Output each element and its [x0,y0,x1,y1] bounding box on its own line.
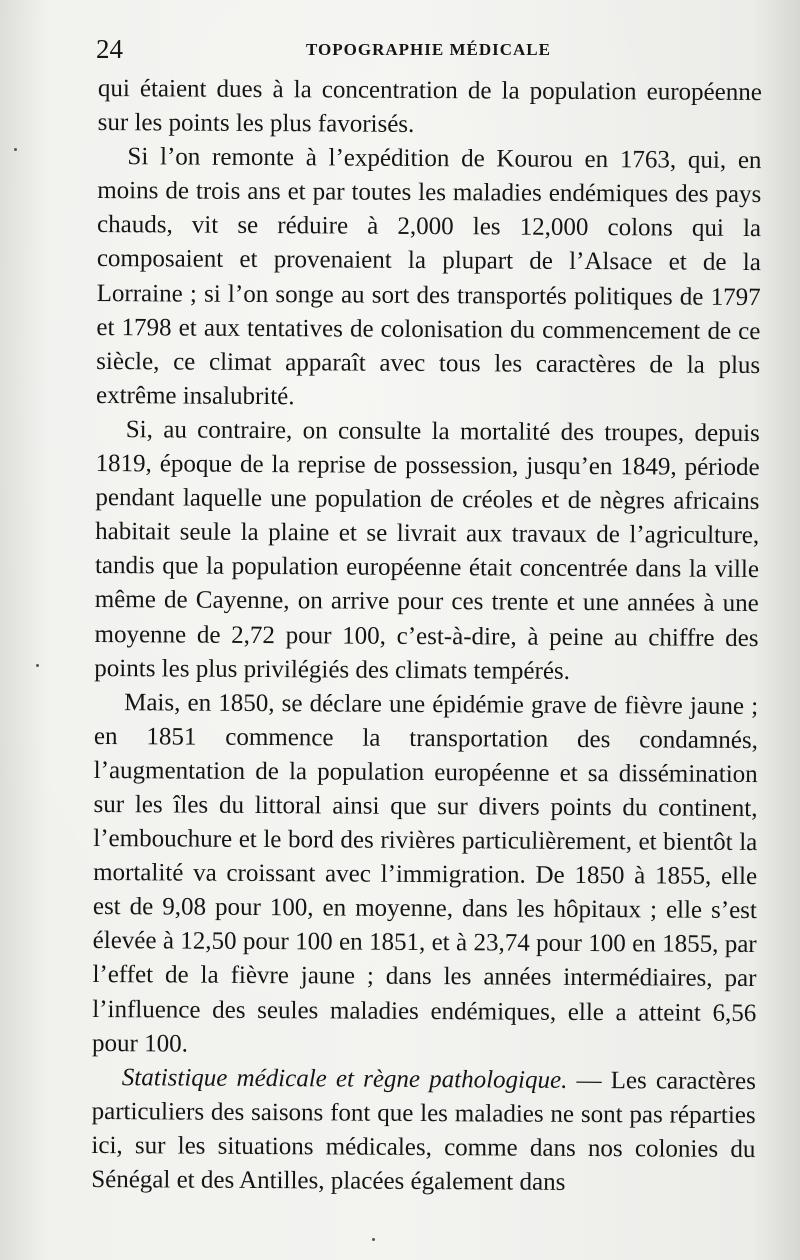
paragraph-4 [92,686,758,1065]
paragraph-1-text: qui étaient dues à la concentration de la population européenne sur les points les plus favorisés. [97,74,762,139]
paragraph-3-text: Si, au contraire, on consulte la mortalité des troupes, depuis 1819, époque de la reprise de possession, jusqu’en 1849, période pendant laquelle une population de créoles et de nègres africains habitait seule la plaine et se livrait aux travaux de l’agriculture, tandis que la population européenne était concentrée dans la ville même de Cayenne, on arrive pour ces trente et une années à une moyenne de 2,72 pour 100, c’est-à-dire, à peine au chiffre des points les plus privilégiés des climats tempérés. [94,416,760,685]
paragraph-4-text: Mais, en 1850, se déclare une épidémie grave de fièvre jaune ; en 1851 commence la transportation des condamnés, l’augmentation de la population européenne et sa dissémination sur les îles du littoral ainsi que sur divers points du continent, l’embouchure et le bord des rivières particulièrement, et bientôt la mortalité va croissant avec l’immigration. De 1850 à 1855, elle est de 9,08 pour 100, en moyenne, dans les hôpitaux ; elle s’est élevée à 12,50 pour 100 en 1851, et à 23,74 pour 100 en 1855, par l’effet de la fièvre jaune ; dans les années intermédiaires, par l’influence des seules maladies endémiques, elle a atteint 6,56 pour 100. [91,688,759,1058]
paragraph-5 [91,1061,756,1201]
print-speck [36,664,39,667]
paragraph-5-text: — Les caractères particuliers des saisons font que les maladies ne sont pas réparties ici, sur les situations médicales, comme dans nos colonies du Sénégal et des Antilles, placées également dans [91,1066,756,1196]
page-header [96,34,756,64]
running-title: TOPOGRAPHIE MÉDICALE [306,40,551,59]
paragraph-2 [96,140,762,417]
page-number: 24 [96,34,123,64]
body-text [91,72,762,1201]
print-speck [14,148,17,151]
paragraph-3 [94,413,760,690]
print-speck [372,1238,375,1241]
paragraph-1 [98,72,762,144]
paragraph-2-text: Si l’on remonte à l’expédition de Kourou en 1763, qui, en moins de trois ans et par toutes les maladies endémiques des pays chauds, vit se réduire à 2,000 les 12,000 colons qui la composaient et provenaient la plupart de l’Alsace et de la Lorraine ; si l’on songe au sort des transportés politiques de 1797 et 1798 et aux tentatives de colonisation du commencement de ce siècle, ce climat apparaît avec tous les caractères de la plus extrême insalubrité. [95,143,762,411]
section-heading: Statistique médicale et règne pathologique. [121,1063,568,1094]
